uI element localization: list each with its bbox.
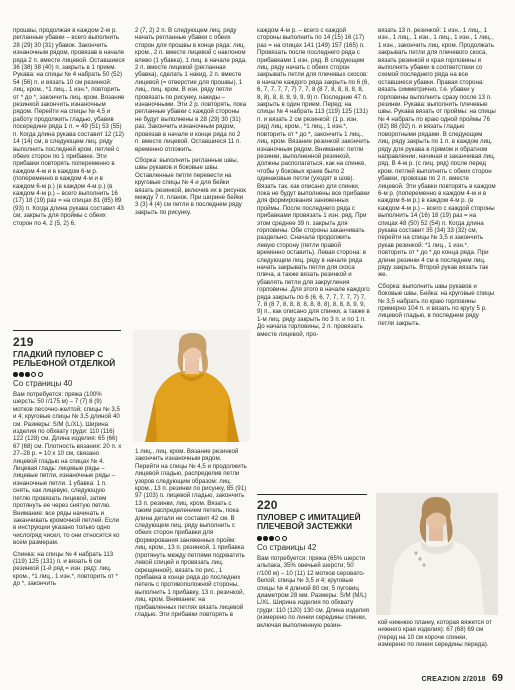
materials-220: Вам потребуется: пряжа (65% шерсти альпака, 35% овечьей шерсти; 50 г/100 м) – 10 (11) 12 мотков серовато-белой; спицы № 3,5 и 4; круговые спицы № 4 длиной 80 см; 5 пуговиц диаметром 28 мм. Размеры: S/M (M/L) L/XL. Ширина изделия по обхвату груди: 110 (120) 130 см. Длина изделия (измерено по линии середины спинки, включая выполненную резин- [257,555,369,629]
text-col1-top: прошвы, продолжая в каждом 2-м р. регланные убавки – всего выполнить 28 (29) 30 (31) убавок. Закончить изнаночным рядом, провязав в начале ряда 2 п. вместе лицевой. Оставшиеся 36 (38) 38 (40) п. закрыть в 1 прием. Рукава: на спицы № 4 набрать 50 (52) 54 (56) п. и вязать 10 см резинкой: лиц. кром., *1 лиц., 1 изн.*, повторить от * до *, закончить лиц. кром. Вязание резинкой закончить изнаночным рядом. Перейти на спицы № 4,5 и работу продолжить гладью, убавив посередине ряда 1 п. = 49 (51) 53 (55) п. Когда длина рукава составит 12 (12) 14 (14) см, в следующем лиц. ряду выполнить последней кром. петлей с обеих сторон по 1 прибавке. Эти прибавки повторять попеременно в каждом 4-м и в каждом 6-м р. (попеременно в каждом 4-м и в каждом 6-м р.) (в каждом 4-м р.) (в каждом 4-м р.) – всего выполнить 16 (17) 18 (19) раз = на спицах 81 (85) 89 (93) п. Когда длина рукава составит 43 см, закрыть для проймы с обеих сторон по 4, 2 (5, 2) 6, [13,27,125,227]
difficulty-dot [263,536,268,541]
page-reference-220: Со страницы 42 [257,543,317,552]
page-reference-219: Со страницы 40 [13,379,73,388]
difficulty-dot [19,372,24,377]
magazine-issue: CREAZION 2/2018 [421,676,486,683]
difficulty-dot [257,536,262,541]
section-rule-219 [13,330,121,331]
difficulty-dot [31,372,36,377]
photo-caption-220: кой нижнюю планку, которая вяжется от нижнего края изделия): 67 (68) 69 см (перед на 10 см короче спинки, измерено по линии середины переда). [378,619,492,649]
difficulty-dot [282,536,287,541]
pattern-number-220: 220 [257,498,278,512]
photo-white-pullover [376,493,498,615]
text-col3-top: каждом 4-м р. – всего с каждой стороны выполнить по 14 (15) 16 (17) раз = на спицах 141 (149) 157 (165) п. Провязать после последнего ряда с прибавками 1 изн. ряд. В следующем лиц. ряду начать с обеих сторон закрывать петли для плечевых скосов: в начале каждого ряда закрыть по 6 (6, 6, 7, 7, 7, 7, 7) 7, 7, 8 (8 7, 8, 8, 8, 8, 8, 8, 8), 8, 8, 8, 9, 9, 9) п. Последние 47 п. закрыть в один прием. Перед: на спицы № 4 набрать 113 (119) 125 (131) п. и вязать 2 см резинкой: (1 р. изн. ряд) лиц. кром., *1 лиц., 1 изн.*, повторить от * до *, закончить 1 лиц., лиц. кром. Вязание резинкой закончить изнаночным рядом. Внимание: петли резинки, выполненной резинкой, должны располагаться, как на спинке, чтобы у боковых краев было 2 одинаковые петли (уходят в шов). Вязать так, как описано для спинки, пока не будут выполнены все прибавки для формирования заниженных проймы. После последнего ряда с прибавками провязать 1 изн. ряд. При этом среднее 39 п. закрыть для горловины. Обе стороны заканчивать раздельно. Сначала продолжить левую сторону (петли правой временно оставить). Левая сторона: в следующем лиц. ряду в начале ряда начать закрывать петли для скоса плеча, а также вязать резинкой и убавлять петли для закругления горловины. Для этого в начале каждого ряда закрыть по 6 (6, 6, 7, 7, 7, 7, 7) 7, 7, 8 (8 7, 8, 8, 8, 8, 8, 8, 8), 8, 8, 8, 9, 9, 9) п., как описано для спинки, а также в 1-м лиц. ряду закрыть по 3 п. и по 1 п. До начала горловины, 2 п. провязать вместе лицевой, про- [257,27,370,338]
difficulty-dot [13,372,18,377]
materials-219: Вам потребуется: пряжа (100% шерсть; 50 г/175 м) – 7 (7) 8 (9) мотков песочно-желтой; спицы № 3,5 и 4; круговые спицы № 3,5 длиной 40 см. Размеры: S/M (L/XL). Ширина изделия по обхвату груди: 110 (116) 122 (128) см. Длина изделия: 65 (66) 67 (68) см. Плотность вязания: 20 п. x 27–28 р. = 10 x 10 см, связано лицевой гладью на спицах № 4. Лицевая гладь: лицевые ряды – лицевые петли, изнаночные ряды – изнаночные петли. 1 убавка: 1 п. снять, как лицевую, следующую петлю провязать лицевой, затем протянуть ее через снятую петлю. Внимание: все ряды начинать и заканчивать кромочной петлей. Если в инструкции указано только одно число/ряд чисел, то они относятся ко всем размерам. Спинка: на спицы № 4 набрать 113 (119) 125 (131) п. и вязать 6 см резинкой (1-й ряд = изн. ряд): лиц. кром., *1 лиц., 1 изн.*, повторить от * до *, закончить [13,391,122,588]
section-rule-220 [257,494,367,495]
text-col2-mid: 1 лиц., лиц. кром. Вязание резинкой закончить изнаночным рядом. Перейти на спицы № 4,5 и продолжить лицевой гладью, распределив петли узоров следующим образом: лиц. кром., 13 п. резинки по рисунку, 85 (91) 97 (103) п. лицевой гладью, закончить 13 п. резинки, лиц. кром. Вязать с таким распределением петель, пока длина детали не составит 42 см. В следующем лиц. ряду выполнить с обеих сторон прибавки для формирования заниженных пройм: лиц. кром., 13 п. резинкой, 1 прибавка (протянуть между петлями подхватить левой спицей и провязать лиц. скрещенной), вязать по рис., 1 прибавка в конце ряда до последних петель с противоположной стороны, выполнить 1 прибавку, 13 п. резинкой, лиц. кром. Внимание: на прибавленных петлях вязать лицевой гладью. Эти прибавки повторять в [135,448,247,618]
text-col4-top: вязать 13 п. резинкой: 1 изн., 1 лиц., 1 изн., 1 лиц., 1 изн., 1 лиц., 1 изн., 1 лиц., 1 изн., закончить лиц. кром. Продолжать закрывать петли для плечевого скоса, вязать резинкой и края горловины и выполнять убавки в соответствии со схемой последнего ряда на все оставшиеся убавки. Правая сторона: вязать симметрично, т.е. убавки у горловины выполнить сразу после 13 п. резинки. Рукава: выполнить плечевые швы. Рукава вязать от проймы: на спицы № 4 набрать по краю одной проймы 76 (82) 88 (92) п. и вязать гладью поворотными рядами. В следующем лиц. ряду закрыть по 1 п. в каждом лиц. ряду для рукава в прямом и обратном направлении, начиная и заканчивая лиц. ряд. В 4-м р. (с лиц. ряд) после перед кром. петлей выполнить с обеих сторон убавки, провязав по 2 п. вместе лицевой. Эти убавки повторять в каждом 6-м р. (попеременно в каждом 4-м и в каждом 6-м р.) в каждом 4-м р. (в каждом 4-м р.) – всего с каждой стороны выполнить 14 (16) 18 (19) раз = на спицах 48 (50) 52 (54) п. Когда длина рукава составит 35 (34) 33 (32) см, перейти на спицы № 3,5 и закончить рукав резинкой: *1 лиц., 1 изн.*, повторить от * до * до конца ряда. При длине резинки 4 см в последнем лиц. ряду закрыть. Второй рукав вязать так же. Сборка: выполнить швы рукавов и боковые швы. Бейка: на круговые спицы № 3,5 набрать по краю горловины примерно 104 п. и вязать по кругу 5 р. лицевой гладью, в последнем ряду петли закрыть. [378,27,496,327]
page-footer [421,673,503,684]
pattern-number-219: 219 [13,335,34,349]
difficulty-indicator-220 [257,536,287,541]
difficulty-dot [25,372,30,377]
difficulty-dot [269,536,274,541]
text-col2-top: 2 (7, 2) 2 п. В следующем лиц. ряду начать регланные убавки с обеих сторон для прошвы в конце ряда: лиц. кром., 2 п. вместе лицевой с наклоном влево (1 убавка), 1 лиц. в начале ряда, 2 п. вместе лицевой (регланная убавка), сделать 1 накид, 2 п. вместе лицевой (= отверстие для прошвы), 1 лиц., лиц. кром. В изн. ряду петли провязать по рисунку, накиды – изнаночными. Эти 2 р. повторять, пока регланные убавки с каждой стороны не будут выполнены в 28 (29) 30 (31) раз. Закончить изнаночным рядом, провязав в начале и конце ряда по 2 п. вместе лицевой. Оставшиеся 11 п. временно отложить. Сборка: выполнить регланные швы, швы рукавов и боковые швы. Оставленные петли перевести на круговые спицы № 4 и для бейки вязать резинкой, включив их в рисунок между 7 п. планок. При ширине бейки 3 (3) 4 (4) см петли в последнем ряду закрыть по рисунку. [135,27,247,216]
difficulty-dot [38,372,43,377]
photo-yellow-pullover [133,330,250,442]
page-number: 69 [491,673,503,684]
difficulty-indicator-219 [13,372,43,377]
pattern-title-220: ПУЛОВЕР С ИМИТАЦИЕЙ ПЛЕЧЕВОЙ ЗАСТЕЖКИ [257,512,361,531]
pattern-title-219: ГЛАДКИЙ ПУЛОВЕР С РЕЛЬЕФНОЙ ОТДЕЛКОЙ [13,349,116,368]
difficulty-dot [275,536,280,541]
